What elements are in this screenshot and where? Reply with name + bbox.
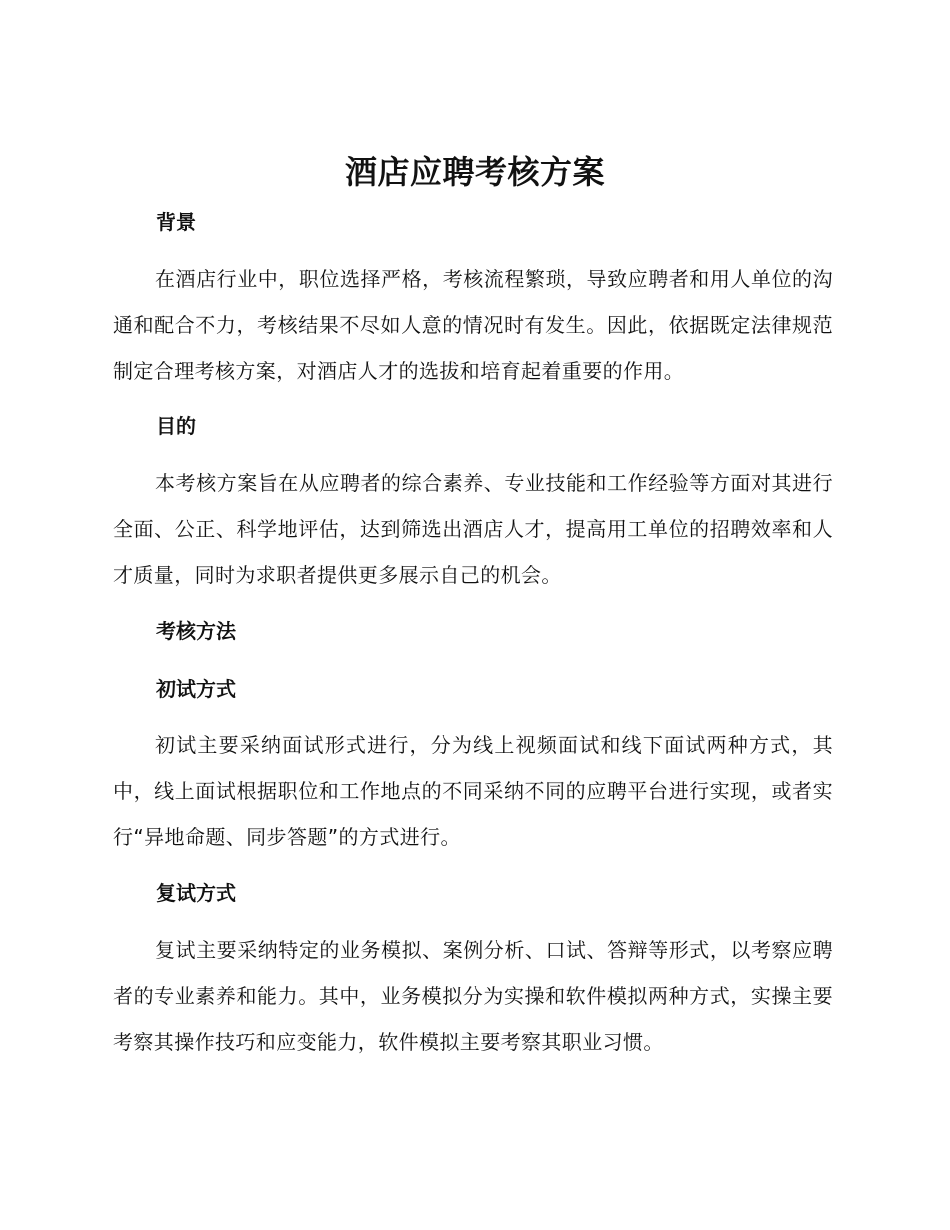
section-heading-background: 背景 [156,210,196,234]
section-heading-purpose: 目的 [156,414,196,438]
section-paragraph-first-interview: 初试主要采纳面试形式进行，分为线上视频面试和线下面试两种方式，其中，线上面试根据职位和工作地点的不同采纳不同的应聘平台进行实现，或者实行“异地命题、同步答题”的方式进行。 [113,733,833,849]
section-heading-second-interview: 复试方式 [156,881,236,905]
section-paragraph-purpose: 本考核方案旨在从应聘者的综合素养、专业技能和工作经验等方面对其进行全面、公正、科学地评估，达到筛选出酒店人才，提高用工单位的招聘效率和人才质量，同时为求职者提供更多展示自己的机会。 [113,471,833,587]
section-heading-first-interview: 初试方式 [156,677,236,701]
section-heading-methods: 考核方法 [156,619,236,643]
section-paragraph-second-interview: 复试主要采纳特定的业务模拟、案例分析、口试、答辩等形式，以考察应聘者的专业素养和能力。其中，业务模拟分为实操和软件模拟两种方式，实操主要考察其操作技巧和应变能力，软件模拟主要考察其职业习惯。 [113,938,833,1054]
section-paragraph-background: 在酒店行业中，职位选择严格，考核流程繁琐，导致应聘者和用人单位的沟通和配合不力，考核结果不尽如人意的情况时有发生。因此，依据既定法律规范制定合理考核方案，对酒店人才的选拔和培育起着重要的作用。 [113,267,833,383]
document-title: 酒店应聘考核方案 [344,153,605,191]
